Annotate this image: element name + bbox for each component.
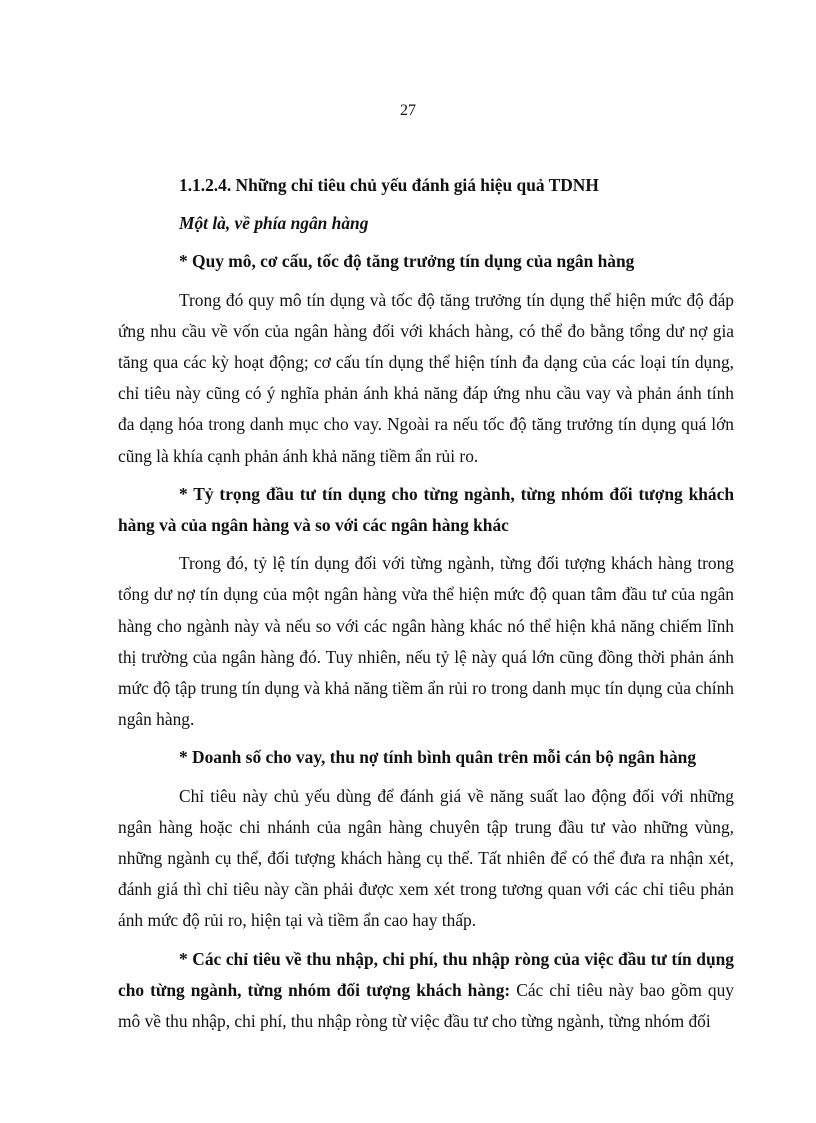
criterion-title: * Doanh số cho vay, thu nợ tính bình quân trên mỗi cán bộ ngân hàng — [179, 747, 697, 768]
criterion-body: Các chỉ tiêu này bao gồm quy mô về thu nhập, chi phí, thu nhập ròng từ việc đầu tư cho từng ngành, từng nhóm đối — [118, 979, 734, 1032]
criterion-title: * Các chỉ tiêu về thu nhập, chi phí, thu nhập ròng của việc đầu tư tín dụng cho từng ngành, từng nhóm đối tượng khách hàng: — [118, 948, 734, 1000]
subheading: Một là, về phía ngân hàng — [179, 213, 369, 234]
page-content — [118, 170, 734, 1037]
criterion-body: Trong đó quy mô tín dụng và tốc độ tăng trưởng tín dụng thể hiện mức độ đáp ứng nhu cầu về vốn của ngân hàng đối với khách hàng, có thể đo bằng tổng dư nợ gia tăng qua các kỳ hoạt động; cơ cấu tín dụng thể hiện tính đa dạng của các loại tín dụng, chỉ tiêu này cũng có ý nghĩa phản ánh khả năng đáp ứng nhu cầu vay và phản ánh tính đa dạng hóa trong danh mục cho vay. Ngoài ra nếu tốc độ tăng trưởng tín dụng quá lớn cũng là khía cạnh phản ánh khả năng tiềm ẩn rủi ro. — [118, 289, 734, 466]
criterion-title: * Tỷ trọng đầu tư tín dụng cho từng ngành, từng nhóm đối tượng khách hàng và của ngân hàng và so với các ngân hàng khác — [118, 483, 734, 536]
criterion-title: * Quy mô, cơ cấu, tốc độ tăng trưởng tín dụng của ngân hàng — [179, 251, 635, 272]
criterion-body: Chỉ tiêu này chủ yếu dùng để đánh giá về năng suất lao động đối với những ngân hàng hoặc chi nhánh của ngân hàng chuyên tập trung đầu tư vào những vùng, những ngành cụ thể, đối tượng khách hàng cụ thể. Tất nhiên để có thể đưa ra nhận xét, đánh giá thì chỉ tiêu này cần phải được xem xét trong tương quan với các chỉ tiêu phản ánh mức độ rủi ro, hiện tại và tiềm ẩn cao hay thấp. — [118, 785, 734, 931]
section-heading: 1.1.2.4. Những chỉ tiêu chủ yếu đánh giá hiệu quả TDNH — [179, 175, 599, 195]
criterion-paragraph — [118, 944, 734, 1038]
criterion-body: Trong đó, tỷ lệ tín dụng đối với từng ngành, từng đối tượng khách hàng trong tổng dư nợ tín dụng của một ngân hàng vừa thể hiện mức độ quan tâm đầu tư của ngân hàng cho ngành này và nếu so với các ngân hàng khác nó thể hiện khả năng chiếm lĩnh thị trường của ngân hàng đó. Tuy nhiên, nếu tỷ lệ này quá lớn cũng đồng thời phản ánh mức độ tập trung tín dụng và khả năng tiềm ẩn rủi ro trong danh mục tín dụng của chính ngân hàng. — [118, 553, 734, 730]
page-number: 27 — [400, 102, 416, 119]
